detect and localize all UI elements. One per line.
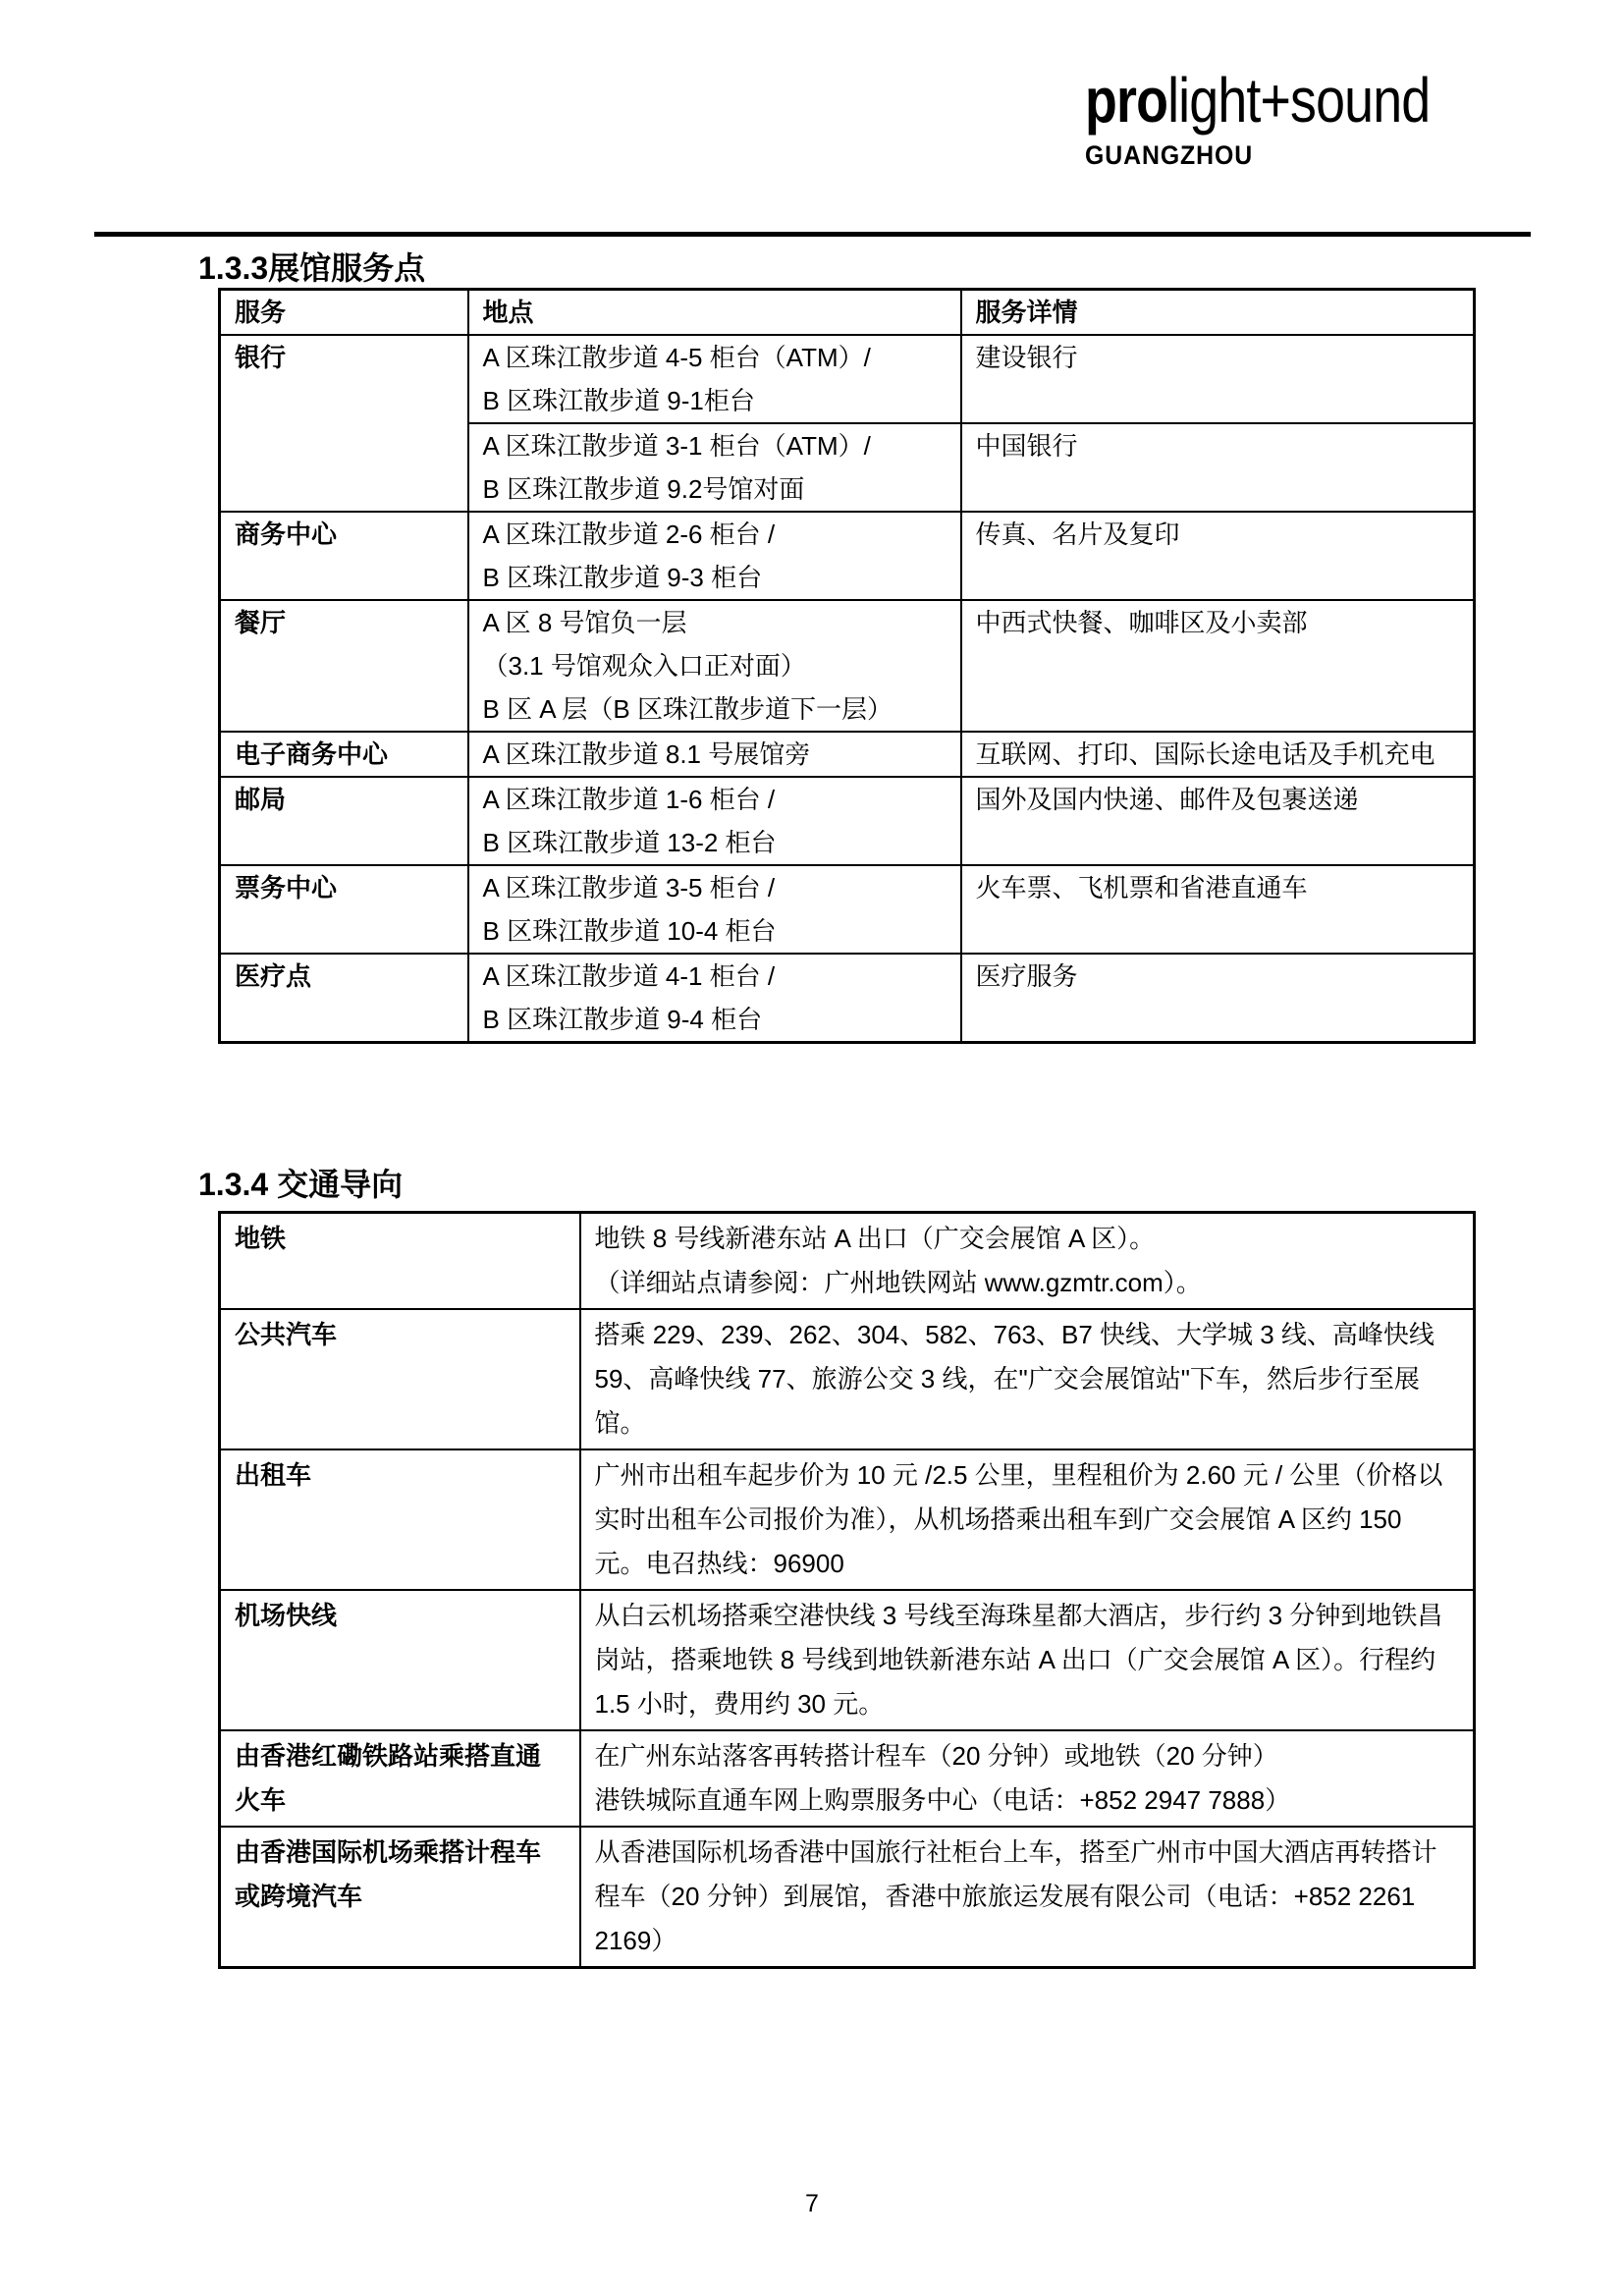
table-row-airport-express — [220, 1590, 1475, 1730]
detail-cell: 国外及国内快递、邮件及包裹送递 — [961, 777, 1475, 865]
location-cell — [468, 865, 961, 954]
column-header-location: 地点 — [468, 290, 961, 336]
text-line: 广州市出租车起步价为 10 元 /2.5 公里，里程租价为 2.60 元 / 公里（价格以实时出租车公司报价为准），从机场搭乘出租车到广交会展馆 A 区约 150 元。电召热线：96900 — [594, 1460, 1443, 1578]
text-line: A 区珠江散步道 2-6 柜台 / — [482, 519, 776, 549]
detail-cell: 医疗服务 — [961, 954, 1475, 1043]
transport-desc-cell — [580, 1730, 1475, 1827]
location-cell — [468, 600, 961, 732]
column-header-detail: 服务详情 — [961, 290, 1475, 336]
logo-wordmark — [1085, 65, 1431, 136]
transport-mode-bus: 公共汽车 — [220, 1309, 580, 1449]
service-name-medical: 医疗点 — [220, 954, 468, 1043]
transport-mode-hk-train: 由香港红磡铁路站乘搭直通火车 — [220, 1730, 580, 1827]
detail-cell: 传真、名片及复印 — [961, 512, 1475, 600]
table-row-ecommerce-center — [220, 732, 1475, 777]
section-title-transport: 1.3.4 交通导向 — [198, 1167, 404, 1202]
text-line: A 区珠江散步道 8.1 号展馆旁 — [482, 739, 811, 769]
header-logo — [1085, 65, 1495, 171]
transport-desc-cell — [580, 1827, 1475, 1968]
section-title-service-points: 1.3.3展馆服务点 — [198, 250, 426, 286]
text-line: A 区珠江散步道 1-6 柜台 / — [482, 785, 776, 814]
text-line: B 区珠江散步道 10-4 柜台 — [482, 916, 777, 946]
logo-wordmark-rest: light+sound — [1167, 65, 1431, 136]
text-line: （详细站点请参阅：广州地铁网站 www.gzmtr.com）。 — [594, 1268, 1202, 1297]
detail-cell: 中西式快餐、咖啡区及小卖部 — [961, 600, 1475, 732]
text-line: A 区珠江散步道 4-1 柜台 / — [482, 961, 776, 991]
detail-cell: 火车票、飞机票和省港直通车 — [961, 865, 1475, 954]
text-line: 地铁 8 号线新港东站 A 出口（广交会展馆 A 区）。 — [594, 1224, 1156, 1253]
text-line: B 区珠江散步道 9.2号馆对面 — [482, 474, 805, 504]
text-line: 从香港国际机场香港中国旅行社柜台上车，搭至广州市中国大酒店再转搭计程车（20 分钟）到展馆，香港中旅旅运发展有限公司（电话：+852 2261 2169） — [594, 1837, 1437, 1955]
transport-desc-cell — [580, 1213, 1475, 1310]
header-rule — [94, 232, 1531, 237]
text-line: B 区珠江散步道 9-4 柜台 — [482, 1005, 763, 1034]
location-cell — [468, 335, 961, 423]
transport-desc-cell — [580, 1590, 1475, 1730]
page-number: 7 — [805, 2190, 819, 2217]
transport-mode-airport-express: 机场快线 — [220, 1590, 580, 1730]
table-row-post-office — [220, 777, 1475, 865]
text-line: A 区 8 号馆负一层 — [482, 608, 687, 637]
location-cell — [468, 777, 961, 865]
detail-cell: 中国银行 — [961, 423, 1475, 512]
location-cell — [468, 423, 961, 512]
text-line: A 区珠江散步道 3-5 柜台 / — [482, 873, 776, 902]
logo-wordmark-bold: pro — [1085, 65, 1168, 136]
detail-cell: 互联网、打印、国际长途电话及手机充电 — [961, 732, 1475, 777]
service-name-business-center: 商务中心 — [220, 512, 468, 600]
service-points-table — [218, 288, 1476, 1044]
table-row-hk-airport-coach — [220, 1827, 1475, 1968]
text-line: 港铁城际直通车网上购票服务中心（电话：+852 2947 7888） — [594, 1785, 1291, 1815]
table-row-bus — [220, 1309, 1475, 1449]
text-line: 在广州东站落客再转搭计程车（20 分钟）或地铁（20 分钟） — [594, 1741, 1278, 1771]
table-row-ticket-center — [220, 865, 1475, 954]
transport-desc-cell — [580, 1309, 1475, 1449]
transport-desc-cell — [580, 1449, 1475, 1590]
logo-city-label: GUANGZHOU — [1085, 140, 1254, 170]
column-header-service: 服务 — [220, 290, 468, 336]
text-line: A 区珠江散步道 4-5 柜台（ATM）/ — [482, 343, 871, 372]
location-cell — [468, 512, 961, 600]
transport-table — [218, 1211, 1476, 1969]
text-line: B 区珠江散步道 9-1柜台 — [482, 386, 755, 415]
location-cell — [468, 732, 961, 777]
service-name-restaurant: 餐厅 — [220, 600, 468, 732]
service-table-header-row — [220, 290, 1475, 336]
transport-mode-taxi: 出租车 — [220, 1449, 580, 1590]
transport-mode-hk-coach: 由香港国际机场乘搭计程车或跨境汽车 — [220, 1827, 580, 1968]
table-row-hk-hunghom-train — [220, 1730, 1475, 1827]
service-name-ticket-center: 票务中心 — [220, 865, 468, 954]
table-row-business-center — [220, 512, 1475, 600]
service-name-ecommerce: 电子商务中心 — [220, 732, 468, 777]
text-line: B 区珠江散步道 9-3 柜台 — [482, 563, 763, 592]
text-line: B 区 A 层（B 区珠江散步道下一层） — [482, 694, 893, 724]
service-name-post-office: 邮局 — [220, 777, 468, 865]
text-line: B 区珠江散步道 13-2 柜台 — [482, 828, 777, 857]
text-line: A 区珠江散步道 3-1 柜台（ATM）/ — [482, 431, 871, 461]
table-row-taxi — [220, 1449, 1475, 1590]
table-row-metro — [220, 1213, 1475, 1310]
table-row-medical-point — [220, 954, 1475, 1043]
text-line: （3.1 号馆观众入口正对面） — [482, 651, 806, 681]
table-row-restaurant — [220, 600, 1475, 732]
table-row-bank-1 — [220, 335, 1475, 423]
transport-mode-metro: 地铁 — [220, 1213, 580, 1310]
text-line: 搭乘 229、239、262、304、582、763、B7 快线、大学城 3 线、高峰快线 59、高峰快线 77、旅游公交 3 线，在"广交会展馆站"下车，然后步行至展馆。 — [594, 1320, 1435, 1438]
text-line: 从白云机场搭乘空港快线 3 号线至海珠星都大酒店，步行约 3 分钟到地铁昌岗站，搭乘地铁 8 号线到地铁新港东站 A 出口（广交会展馆 A 区）。行程约 1.5 小时，费用约 30 元。 — [594, 1601, 1443, 1719]
detail-cell: 建设银行 — [961, 335, 1475, 423]
location-cell — [468, 954, 961, 1043]
service-name-bank: 银行 — [220, 335, 468, 512]
